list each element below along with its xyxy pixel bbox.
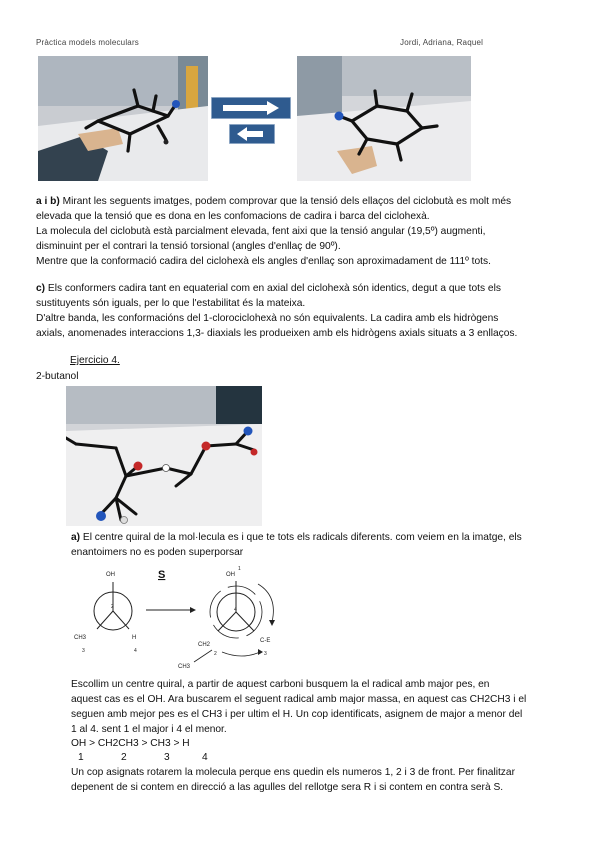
priority-number: 4 — [202, 752, 208, 763]
right-ch3-label: CH3 — [178, 664, 191, 670]
left-4-label: 4 — [134, 648, 137, 654]
right-ch-label: C-E — [260, 638, 271, 644]
arrow-right-icon — [211, 97, 291, 119]
left-3-label: 3 — [82, 648, 85, 654]
cyclobutane-model-photo — [38, 56, 208, 181]
section-c-line1: c) Els conformers cadira tant en equaterial com en axial del ciclohexà són identics, degut a que tots els — [36, 283, 501, 294]
priority-number: 1 — [78, 752, 84, 763]
left-center-label: 2 — [111, 604, 114, 610]
priority-order: OH > CH2CH3 > CH3 > H — [71, 738, 190, 749]
explanation-line3: seguen amb mejor pes es el CH3 i per ultim el H. Un cop identificats, asignem de major a menor del — [71, 709, 523, 720]
right-3-label: 3 — [264, 651, 267, 657]
priority-number: 2 — [121, 752, 127, 763]
explanation-line2: aquest cas es el OH. Ara buscarem el seguent radical amb major massa, en aquest cas CH2CH3 i el — [71, 694, 527, 705]
section-c-line2: sustituyents són iguals, per lo que l'estabilitat és la mateixa. — [36, 298, 306, 309]
section-c-line3: D'altre banda, les conformacións del 1-clorociclohexà no són equivalents. La cadira amb els hidrògens — [36, 313, 499, 324]
section-ab-line1: a i b) Mirant les seguents imatges, podem comprovar que la tensió dels ellaços del ciclobutà es molt més — [36, 196, 512, 207]
section-ab-line5: Mentre que la conformació cadira del ciclohexà els angles d'enllaç son aproximadament de 111º tots. — [36, 256, 491, 267]
s-label: S — [158, 569, 166, 581]
priority-numbers — [78, 750, 238, 765]
section-ab-line3: La molecula del ciclobutà està parcialment elevada, fent aixi que la tensió angular (19,5º) augmenti, — [36, 226, 486, 237]
section-ab-line4: disminuint per el contrari la tensió torsional (angles d'enllaç de 90º). — [36, 241, 341, 252]
section-ab-line2: elevada que la tensió que es dona en les confomacions de cadira i barca del ciclohexà. — [36, 211, 430, 222]
exercise-title: Ejercicio 4. — [70, 355, 120, 366]
chirality-diagram — [62, 562, 302, 674]
right-center-label: 4 — [234, 607, 237, 613]
right-ch2-label: CH2 — [198, 642, 211, 648]
left-ch3-label: CH3 — [74, 635, 87, 641]
2-butanol-model-photo — [66, 386, 262, 526]
section-a-line1: a) El centre quiral de la mol·lecula es i que te tots els radicals diferents. com veiem en la imatge, els — [71, 532, 522, 543]
priority-number: 3 — [164, 752, 170, 763]
arrow-left-icon — [229, 124, 275, 144]
right-oh-label: OH — [226, 572, 235, 578]
right-1-label: 1 — [238, 566, 241, 572]
right-2-label: 2 — [214, 651, 217, 657]
left-oh-label: OH — [106, 572, 115, 578]
explanation-line5: Un cop asignats rotarem la molecula perque ens quedin els numeros 1, 2 i 3 de front. Per finalitzar — [71, 767, 515, 778]
explanation-line6: depenent de si contem en direcció a las agulles del rellotge sera R i si contem en contra serà S. — [71, 782, 504, 793]
cyclohexane-model-photo — [297, 56, 471, 181]
header-right: Jordi, Adriana, Raquel — [400, 38, 484, 47]
explanation-line4: 1 al 4. sent 1 el major i 4 el menor. — [71, 724, 227, 735]
header-left: Pràctica models moleculars — [36, 38, 140, 47]
section-c-line4: axials, anomenades interaccions 1,3- diaxials les produeixen amb els hidrògens axials situats a 3 enllaços. — [36, 328, 518, 339]
section-a-line2: enantoimers no es poden superporsar — [71, 547, 244, 558]
exercise-subtitle: 2-butanol — [36, 371, 79, 382]
explanation-line1: Escollim un centre quiral, a partir de aquest carboni busquem la el radical amb major pes, en — [71, 679, 490, 690]
left-h-label: H — [132, 635, 137, 641]
